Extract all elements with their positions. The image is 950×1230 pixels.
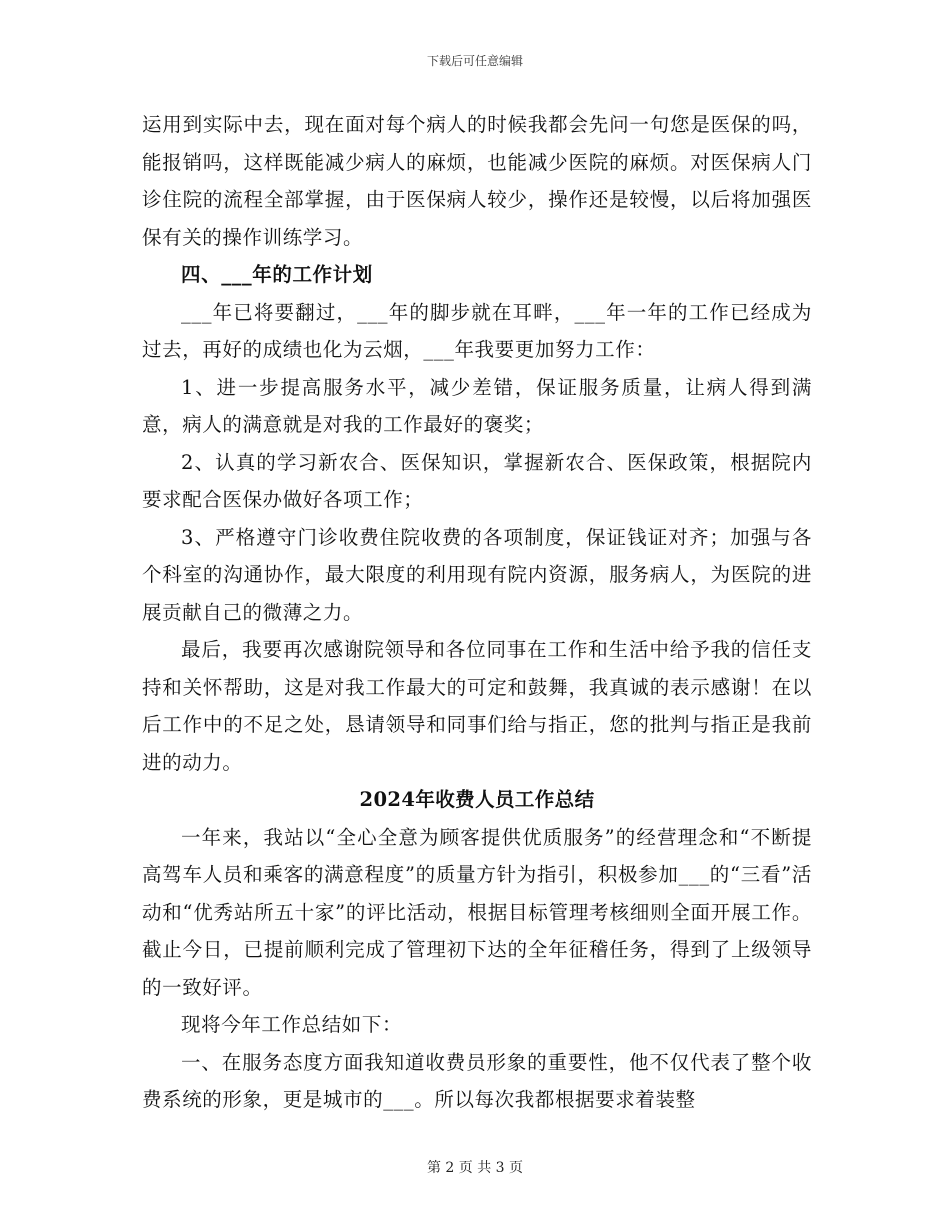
document-title: 2024年收费人员工作总结: [359, 788, 595, 811]
list-item-3: 3、严格遵守门诊收费住院收费的各项制度，保证钱证对齐；加强与各个科室的沟通协作，最大限度的利用现有院内资源，服务病人，为医院的进展贡献自己的微薄之力。: [142, 525, 812, 624]
paragraph-1: 运用到实际中去，现在面对每个病人的时候我都会先问一句您是医保的吗，能报销吗，这样既能减少病人的麻烦，也能减少医院的麻烦。对医保病人门诊住院的流程全部掌握，由于医保病人较少，操作还是较慢，以后将加强医保有关的操作训练学习。: [142, 113, 812, 249]
paragraph-3: 最后，我要再次感谢院领导和各位同事在工作和生活中给予我的信任支持和关怀帮助，这是对我工作最大的可定和鼓舞，我真诚的表示感谢！在以后工作中的不足之处，恳请领导和同事们给与指正，您的批判与指正是我前进的动力。: [142, 638, 812, 774]
paragraph-6: 一、在服务态度方面我知道收费员形象的重要性，他不仅代表了整个收费系统的形象，更是城市的___。所以每次我都根据要求着装整: [142, 1050, 812, 1111]
page-footer: 第 2 页 共 3 页: [426, 1160, 524, 1176]
list-item-1: 1、进一步提高服务水平，减少差错，保证服务质量，让病人得到满意，病人的满意就是对我的工作最好的褒奖；: [142, 375, 812, 436]
document-body: [142, 106, 812, 1119]
paragraph-5: 现将今年工作总结如下：: [181, 1013, 403, 1036]
list-item-2: 2、认真的学习新农合、医保知识，掌握新农合、医保政策，根据院内要求配合医保办做好各项工作；: [142, 450, 812, 511]
paragraph-2: ___年已将要翻过，___年的脚步就在耳畔，___年一年的工作已经成为过去，再好的成绩也化为云烟，___年我要更加努力工作：: [142, 300, 812, 361]
paragraph-4: 一年来，我站以“全心全意为顾客提供优质服务”的经营理念和“不断提高驾车人员和乘客的满意程度”的质量方针为指引，积极参加___的“三看”活动和“优秀站所五十家”的评比活动，根据目标管理考核细则全面开展工作。截止今日，已提前顺利完成了管理初下达的全年征稽任务，得到了上级领导的一致好评。: [142, 825, 812, 999]
section-heading-4: 四、___年的工作计划: [181, 263, 373, 286]
page-header: 下载后可任意编辑: [426, 54, 523, 68]
